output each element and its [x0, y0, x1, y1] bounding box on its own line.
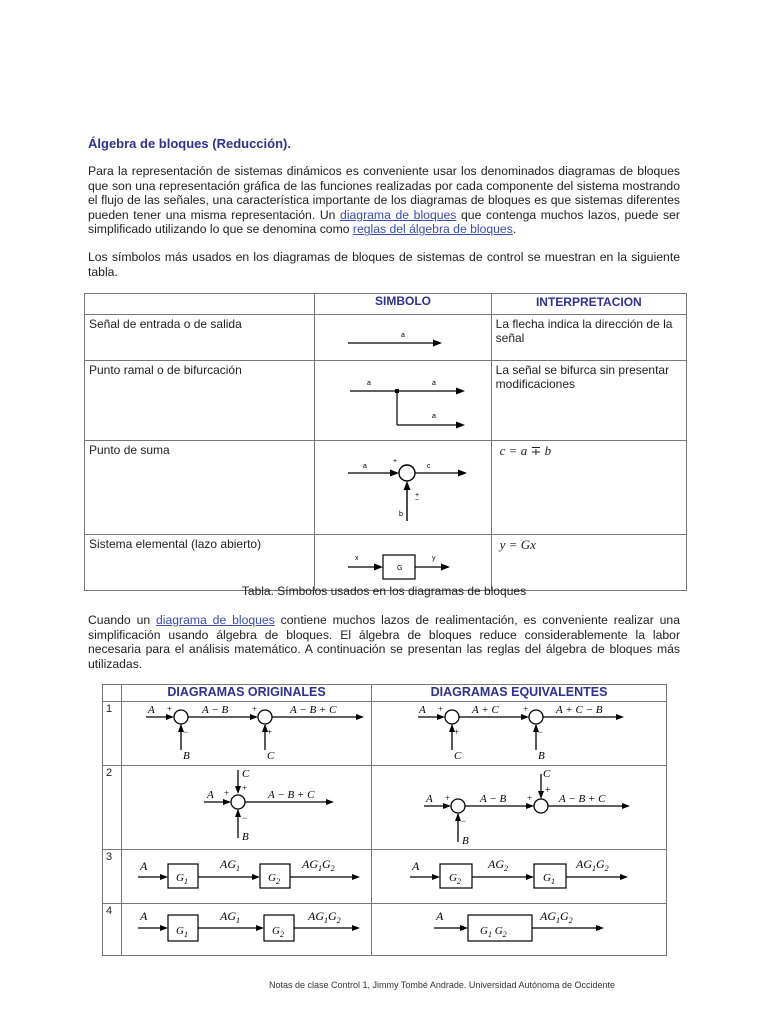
link-diagrama-de-bloques-2[interactable]: diagrama de bloques — [156, 613, 275, 627]
svg-text:A − B + C: A − B + C — [290, 704, 337, 716]
svg-text:−: − — [461, 816, 467, 826]
svg-text:A: A — [419, 704, 426, 716]
svg-text:A: A — [148, 704, 155, 716]
row-number: 2 — [103, 766, 122, 850]
section-title: Álgebra de bloques (Reducción). — [88, 136, 291, 151]
svg-text:G: G — [397, 565, 403, 572]
rule4-equivalent — [372, 904, 667, 956]
row-name: Sistema elemental (lazo abierto) — [85, 535, 315, 591]
table-row — [103, 850, 667, 904]
svg-text:A: A — [426, 793, 433, 805]
row-number: 3 — [103, 850, 122, 904]
svg-text:+: + — [438, 704, 444, 714]
row-number: 4 — [103, 904, 122, 956]
reduction-text-2: contiene muchos lazos de realimentación, es conveniente realizar una simplificación usando álgebra de bloques. El álgebra de bloques reduce considerablemente la labor necesaria para el análisis matemático. A continuación se presentan las reglas del álgebra de bloques más utilizadas. — [88, 613, 680, 671]
svg-text:−: − — [538, 727, 544, 737]
link-diagrama-de-bloques[interactable]: diagrama de bloques — [340, 207, 457, 222]
svg-text:+: + — [545, 785, 551, 796]
symbol-elemental-system — [315, 535, 491, 591]
symbols-paragraph: Los símbolos más usados en los diagramas de bloques de sistemas de control se muestran en la siguiente tabla. — [88, 250, 680, 279]
system-formula: y = Gx — [499, 537, 536, 552]
intro-paragraph — [88, 164, 680, 237]
svg-text:y: y — [432, 555, 436, 562]
rule4-original — [122, 904, 372, 956]
svg-text:+: + — [252, 704, 258, 714]
svg-text:b: b — [399, 511, 404, 518]
rule2-equivalent — [372, 766, 667, 850]
svg-text:B: B — [183, 750, 190, 762]
svg-text:G1: $G_1$ — [176, 925, 188, 939]
svg-text:a: a — [432, 413, 437, 420]
reduction-paragraph — [88, 613, 680, 671]
svg-text:x: x — [355, 555, 359, 562]
table-row — [85, 535, 687, 591]
svg-text:C: C — [454, 750, 462, 762]
svg-text:+: + — [527, 793, 533, 803]
svg-text:G2: $G_2$ — [449, 872, 461, 886]
svg-text:AG1: $AG_1$ — [220, 909, 240, 925]
row-interp: La flecha indica la dirección de la señal — [491, 315, 686, 361]
symbol-sum-point — [315, 441, 491, 535]
svg-text:G1: $G_1$ — [543, 872, 555, 886]
svg-text:+: + — [523, 704, 529, 714]
svg-text:a: a — [401, 332, 406, 339]
svg-text:A + C − B: A + C − B — [556, 704, 603, 716]
svg-text:B: B — [462, 835, 469, 846]
header-simbolo: SIMBOLO — [315, 294, 491, 315]
header-originales: DIAGRAMAS ORIGINALES — [122, 685, 372, 702]
rule3-original — [122, 850, 372, 904]
rules-table — [102, 684, 667, 956]
svg-text:+: + — [267, 727, 273, 737]
svg-text:C: C — [543, 768, 551, 780]
svg-text:+: + — [454, 727, 460, 737]
svg-text:A: A — [412, 859, 420, 873]
header-empty — [85, 294, 315, 315]
link-reglas-algebra[interactable]: reglas del álgebra de bloques — [352, 222, 513, 237]
rule1-original — [122, 702, 372, 766]
svg-text:−: − — [183, 727, 189, 737]
svg-text:A: A — [140, 859, 148, 873]
table-row — [103, 766, 667, 850]
svg-text:A − B + C: A − B + C — [559, 793, 606, 805]
svg-text:a: a — [432, 380, 437, 387]
svg-text:A − B: A − B — [202, 704, 229, 716]
svg-text:+: + — [167, 704, 173, 714]
svg-text:+: + — [242, 783, 248, 793]
svg-text:G1 G2: $G_1$ $G_2$ — [480, 925, 507, 939]
svg-text:AG1G2: $AG_1G_2$ — [576, 857, 609, 873]
svg-text:a: a — [367, 380, 372, 387]
rule1-equivalent — [372, 702, 667, 766]
rule3-equivalent — [372, 850, 667, 904]
reduction-text-1: Cuando un — [88, 613, 156, 627]
intro-text-1: Para la representación de sistemas dinámicos es conveniente usar los denominados diagramas de bloques que son una representación gráfica de las funciones realizadas por cada componente del sistema mostrando el flujo de las señales, una característica importante de los diagramas de bloques es que sistemas diferentes pueden tener una misma representación. Un — [88, 164, 680, 222]
rules-table-header — [103, 685, 667, 702]
symbols-table-header — [85, 294, 687, 315]
table-caption: Tabla. Símbolos usados en los diagramas de bloques — [241, 584, 527, 598]
symbol-branch-point — [315, 361, 491, 441]
table-row — [103, 702, 667, 766]
header-equivalentes: DIAGRAMAS EQUIVALENTES — [372, 685, 667, 702]
svg-text:C: C — [267, 750, 275, 762]
intro-text-2: que contenga muchos lazos, puede ser simplificado utilizando lo que se denomina como — [88, 207, 680, 237]
svg-text:AG1G2: $AG_1G_2$ — [540, 909, 573, 925]
row-interp — [491, 535, 686, 591]
row-name: Señal de entrada o de salida — [85, 315, 315, 361]
svg-text:+: + — [445, 793, 451, 803]
svg-text:A: A — [207, 789, 214, 801]
header-empty — [103, 685, 122, 702]
svg-text:+: + — [415, 492, 420, 499]
svg-text:AG2: $AG_2$ — [488, 857, 508, 873]
svg-text:C: C — [242, 768, 250, 780]
svg-text:+: + — [224, 788, 230, 798]
row-interp: La señal se bifurca sin presentar modificaciones — [491, 361, 686, 441]
table-row — [85, 441, 687, 535]
row-name: Punto ramal o de bifurcación — [85, 361, 315, 441]
page-footer: Notas de clase Control 1, Jimmy Tombé Andrade. Universidad Autónoma de Occidente — [269, 980, 616, 990]
header-interpretacion: INTERPRETACION — [491, 294, 686, 315]
row-name: Punto de suma — [85, 441, 315, 535]
svg-text:A − B + C: A − B + C — [268, 789, 315, 801]
symbol-signal — [315, 315, 491, 361]
row-interp — [491, 441, 686, 535]
table-row — [85, 315, 687, 361]
row-number: 1 — [103, 702, 122, 766]
symbols-table — [84, 293, 687, 591]
svg-text:AG1: $AG_1$ — [220, 857, 240, 873]
table-row — [103, 904, 667, 956]
svg-text:A − B: A − B — [480, 793, 507, 805]
svg-text:AG1G2: $AG_1G_2$ — [308, 909, 341, 925]
svg-text:A + C: A + C — [472, 704, 499, 716]
rule2-original — [122, 766, 372, 850]
svg-text:AG1G2: $AG_1G_2$ — [302, 857, 335, 873]
svg-text:A: A — [436, 909, 444, 923]
svg-text:G1: $G_1$ — [176, 872, 188, 886]
sum-formula: c = a ∓ b — [499, 443, 552, 458]
svg-text:a: a — [363, 463, 368, 470]
table-row — [85, 361, 687, 441]
svg-text:G2: $G_2$ — [268, 872, 280, 886]
svg-text:A: A — [140, 909, 148, 923]
intro-text-3: . — [512, 222, 517, 237]
svg-text:B: B — [538, 750, 545, 762]
svg-text:c: c — [427, 463, 431, 470]
svg-text:G2: $G_2$ — [272, 925, 284, 939]
svg-text:B: B — [242, 831, 249, 843]
svg-text:−: − — [242, 813, 248, 823]
svg-text:−: − — [415, 497, 420, 504]
svg-text:+: + — [393, 458, 398, 465]
